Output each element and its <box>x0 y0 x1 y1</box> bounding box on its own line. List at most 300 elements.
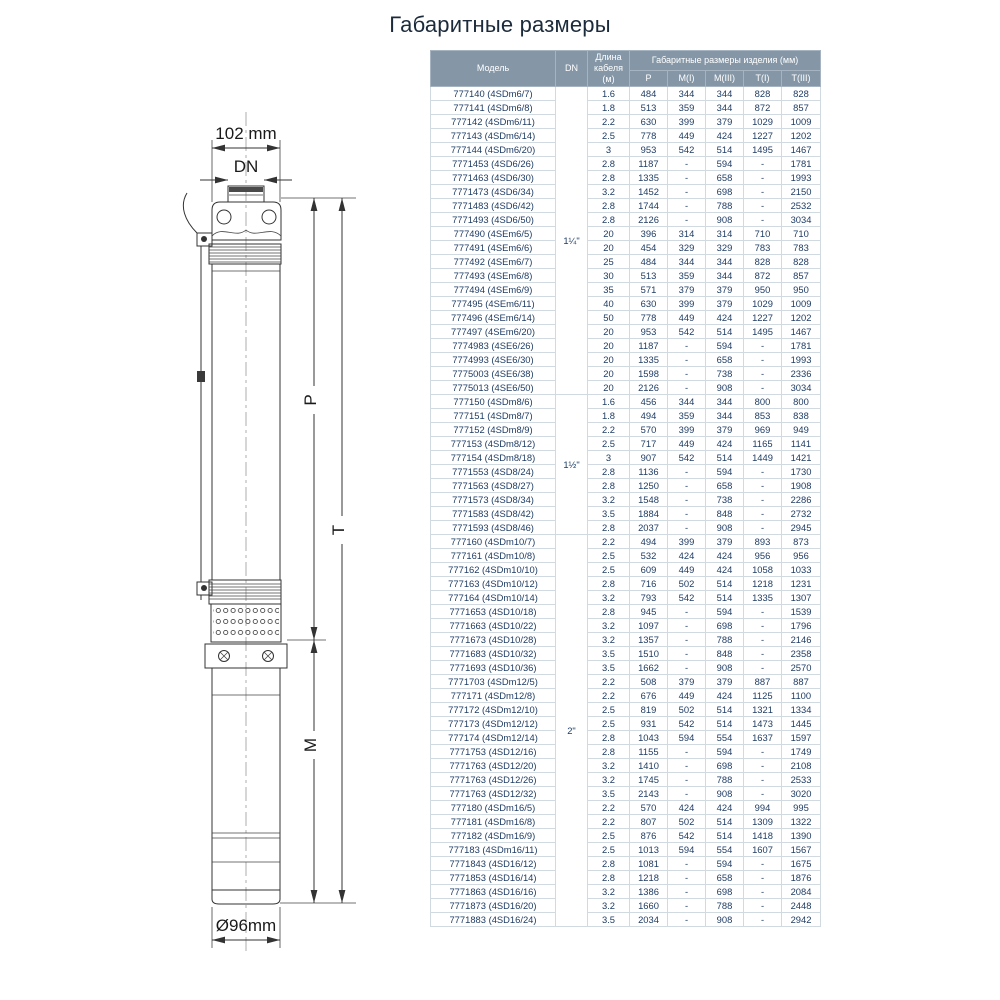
dim-t3-cell: 1033 <box>782 563 821 577</box>
dim-t3-cell: 3034 <box>782 381 821 395</box>
dim-m1-cell: - <box>668 367 706 381</box>
dim-t3-cell: 1796 <box>782 619 821 633</box>
dim-p-cell: 1452 <box>630 185 668 199</box>
dim-p-label: P <box>301 394 320 406</box>
cable-clamp-mid <box>197 371 205 382</box>
dim-m3-cell: 788 <box>706 199 744 213</box>
dim-m1-cell: 449 <box>668 689 706 703</box>
dim-m3-cell: 738 <box>706 367 744 381</box>
cable-length-cell: 2.8 <box>588 479 630 493</box>
dim-p-cell: 778 <box>630 129 668 143</box>
cable-length-cell: 2.2 <box>588 801 630 815</box>
dim-t1-cell: - <box>744 353 782 367</box>
dim-p-cell: 807 <box>630 815 668 829</box>
cable-length-cell: 3.5 <box>588 661 630 675</box>
dim-m1-cell: - <box>668 213 706 227</box>
dim-t1-cell: 1227 <box>744 311 782 325</box>
cable-length-cell: 3.2 <box>588 885 630 899</box>
dim-t3-cell: 949 <box>782 423 821 437</box>
col-header-overall-dims: Габаритные размеры изделия (мм) <box>630 51 821 71</box>
dim-m3-cell: 344 <box>706 101 744 115</box>
table-row <box>431 661 821 675</box>
dim-t3-cell: 1597 <box>782 731 821 745</box>
table-row <box>431 339 821 353</box>
dim-m1-cell: 399 <box>668 423 706 437</box>
dim-p-cell: 2037 <box>630 521 668 535</box>
table-row <box>431 675 821 689</box>
table-row <box>431 241 821 255</box>
model-cell: 777143 (4SDm6/14) <box>431 129 556 143</box>
model-cell: 777180 (4SDm16/5) <box>431 801 556 815</box>
dim-m3-cell: 514 <box>706 829 744 843</box>
dim-t3-cell: 1231 <box>782 577 821 591</box>
dim-p-cell: 630 <box>630 115 668 129</box>
table-row <box>431 227 821 241</box>
table-row <box>431 143 821 157</box>
dim-t1-cell: - <box>744 633 782 647</box>
dim-m1-cell: 502 <box>668 703 706 717</box>
dim-m1-cell: - <box>668 871 706 885</box>
dim-m3-cell: 698 <box>706 885 744 899</box>
dim-p-cell: 876 <box>630 829 668 843</box>
dim-m3-cell: 908 <box>706 213 744 227</box>
model-cell: 777160 (4SDm10/7) <box>431 535 556 549</box>
dim-m1-cell: 424 <box>668 549 706 563</box>
table-row <box>431 87 821 101</box>
table-row <box>431 157 821 171</box>
dim-t3-cell: 956 <box>782 549 821 563</box>
dim-t1-cell: 872 <box>744 101 782 115</box>
table-row <box>431 311 821 325</box>
dim-m3-cell: 424 <box>706 311 744 325</box>
dim-p-cell: 1884 <box>630 507 668 521</box>
cable-length-cell: 2.8 <box>588 521 630 535</box>
dim-t3-cell: 1009 <box>782 297 821 311</box>
model-cell: 7771573 (4SD8/34) <box>431 493 556 507</box>
table-row <box>431 647 821 661</box>
dim-t1-cell: 828 <box>744 255 782 269</box>
dim-m3-cell: 698 <box>706 619 744 633</box>
dim-t1-cell: 1125 <box>744 689 782 703</box>
dim-t1-cell: 1637 <box>744 731 782 745</box>
model-cell: 777161 (4SDm10/8) <box>431 549 556 563</box>
dn-cell: 1½" <box>556 395 588 535</box>
dim-102mm-label: 102 mm <box>215 124 277 143</box>
model-cell: 7771693 (4SD10/36) <box>431 661 556 675</box>
dim-t3-cell: 2532 <box>782 199 821 213</box>
cable-length-cell: 3.5 <box>588 913 630 927</box>
cable-length-cell: 2.8 <box>588 171 630 185</box>
dim-m3-cell: 514 <box>706 577 744 591</box>
dim-p-cell: 1660 <box>630 899 668 913</box>
dim-t1-cell: 1495 <box>744 325 782 339</box>
power-cable <box>183 193 212 600</box>
table-row <box>431 367 821 381</box>
dim-t3-cell: 1567 <box>782 843 821 857</box>
dim-m1-cell: - <box>668 353 706 367</box>
dim-m3-cell: 424 <box>706 129 744 143</box>
dim-t3-cell: 828 <box>782 255 821 269</box>
cable-length-cell: 2.2 <box>588 115 630 129</box>
cable-length-cell: 1.8 <box>588 101 630 115</box>
table-row <box>431 521 821 535</box>
table-row <box>431 423 821 437</box>
dim-t1-cell: - <box>744 619 782 633</box>
dim-t1-cell: 828 <box>744 87 782 101</box>
dim-m1-cell: 329 <box>668 241 706 255</box>
table-row <box>431 591 821 605</box>
dim-m1-cell: - <box>668 507 706 521</box>
dim-m1-cell: - <box>668 185 706 199</box>
dim-m3-cell: 344 <box>706 255 744 269</box>
dim-dn <box>200 157 292 183</box>
cable-length-cell: 2.2 <box>588 675 630 689</box>
model-cell: 7771843 (4SD16/12) <box>431 857 556 871</box>
table-row <box>431 297 821 311</box>
dim-p-cell: 484 <box>630 87 668 101</box>
dim-p-cell: 1662 <box>630 661 668 675</box>
dim-m1-cell: 399 <box>668 535 706 549</box>
cable-length-cell: 2.8 <box>588 577 630 591</box>
dim-m1-cell: - <box>668 913 706 927</box>
model-cell: 7771853 (4SD16/14) <box>431 871 556 885</box>
dim-m3-cell: 424 <box>706 563 744 577</box>
table-row <box>431 717 821 731</box>
table-row <box>431 619 821 633</box>
dim-t1-cell: 1218 <box>744 577 782 591</box>
table-row <box>431 549 821 563</box>
model-cell: 7771453 (4SD6/26) <box>431 157 556 171</box>
dim-m3-cell: 908 <box>706 787 744 801</box>
dim-m1-cell: 449 <box>668 311 706 325</box>
table-row <box>431 269 821 283</box>
dim-t3-cell: 1141 <box>782 437 821 451</box>
dim-t3-cell: 873 <box>782 535 821 549</box>
dim-t3-cell: 1539 <box>782 605 821 619</box>
dim-t1-cell: 1309 <box>744 815 782 829</box>
table-row <box>431 689 821 703</box>
dim-t1-cell: - <box>744 507 782 521</box>
dim-m3-cell: 344 <box>706 87 744 101</box>
dim-t1-cell: 783 <box>744 241 782 255</box>
dim-m3-cell: 594 <box>706 857 744 871</box>
cable-length-cell: 3 <box>588 143 630 157</box>
dim-t1-cell: 994 <box>744 801 782 815</box>
dim-m3-cell: 424 <box>706 437 744 451</box>
dim-t1-cell: - <box>744 521 782 535</box>
dim-t1-cell: 1418 <box>744 829 782 843</box>
cable-length-cell: 20 <box>588 381 630 395</box>
dimensions-table <box>430 50 821 927</box>
dim-p-cell: 494 <box>630 409 668 423</box>
col-header-t3: T(III) <box>782 71 821 87</box>
dim-t3-cell: 2146 <box>782 633 821 647</box>
cable-length-cell: 3.2 <box>588 185 630 199</box>
dim-m3-cell: 554 <box>706 731 744 745</box>
cable-length-cell: 3.2 <box>588 759 630 773</box>
cable-length-cell: 2.5 <box>588 843 630 857</box>
dim-t3-cell: 1467 <box>782 325 821 339</box>
table-body <box>431 87 821 927</box>
model-cell: 7771683 (4SD10/32) <box>431 647 556 661</box>
dim-p-cell: 570 <box>630 801 668 815</box>
dim-p-cell: 676 <box>630 689 668 703</box>
dim-t1-cell: - <box>744 213 782 227</box>
cable-length-cell: 2.5 <box>588 563 630 577</box>
dim-m3-cell: 514 <box>706 143 744 157</box>
dim-m3-cell: 514 <box>706 717 744 731</box>
dim-p-cell: 396 <box>630 227 668 241</box>
dim-m1-cell: 542 <box>668 829 706 843</box>
dim-t1-cell: 710 <box>744 227 782 241</box>
dim-t3-cell: 1307 <box>782 591 821 605</box>
dim-m3-cell: 848 <box>706 507 744 521</box>
dim-t1-cell: 1029 <box>744 297 782 311</box>
cable-length-cell: 20 <box>588 353 630 367</box>
dim-t3-cell: 2448 <box>782 899 821 913</box>
dim-p-cell: 1187 <box>630 339 668 353</box>
model-cell: 777174 (4SDm12/14) <box>431 731 556 745</box>
dim-p-cell: 1357 <box>630 633 668 647</box>
model-cell: 777151 (4SDm8/7) <box>431 409 556 423</box>
dim-m1-cell: 542 <box>668 591 706 605</box>
dim-t3-cell: 2945 <box>782 521 821 535</box>
dim-t3-cell: 1445 <box>782 717 821 731</box>
dim-t-label: T <box>329 524 348 536</box>
model-cell: 777497 (4SEm6/20) <box>431 325 556 339</box>
dim-t3-cell: 1730 <box>782 465 821 479</box>
dim-t3-cell: 1467 <box>782 143 821 157</box>
cable-length-cell: 3.2 <box>588 591 630 605</box>
table-row <box>431 171 821 185</box>
model-cell: 7771673 (4SD10/28) <box>431 633 556 647</box>
dim-m3-cell: 514 <box>706 815 744 829</box>
model-cell: 777493 (4SEm6/8) <box>431 269 556 283</box>
model-cell: 777173 (4SDm12/12) <box>431 717 556 731</box>
cable-length-cell: 3.5 <box>588 507 630 521</box>
dim-t3-cell: 2942 <box>782 913 821 927</box>
dim-m1-cell: - <box>668 381 706 395</box>
table-row <box>431 325 821 339</box>
dim-p-cell: 717 <box>630 437 668 451</box>
table-row <box>431 745 821 759</box>
cable-length-cell: 3.5 <box>588 787 630 801</box>
dim-m1-cell: 424 <box>668 801 706 815</box>
dim-m1-cell: 594 <box>668 731 706 745</box>
dim-t3-cell: 1202 <box>782 311 821 325</box>
dim-m3-cell: 379 <box>706 297 744 311</box>
col-header-p: P <box>630 71 668 87</box>
dim-t1-cell: 1449 <box>744 451 782 465</box>
intake-screen <box>211 604 281 642</box>
dim-m3-cell: 379 <box>706 423 744 437</box>
table-row <box>431 129 821 143</box>
dim-m1-cell: 379 <box>668 283 706 297</box>
table-row <box>431 703 821 717</box>
dim-p-cell: 1043 <box>630 731 668 745</box>
dim-m3-cell: 514 <box>706 451 744 465</box>
dim-t1-cell: 1227 <box>744 129 782 143</box>
col-header-dn: DN <box>556 51 588 87</box>
table-row <box>431 353 821 367</box>
dim-m3-cell: 848 <box>706 647 744 661</box>
dim-t3-cell: 2732 <box>782 507 821 521</box>
model-cell: 7775013 (4SE6/50) <box>431 381 556 395</box>
dim-diameter-label: Ø96mm <box>215 916 277 935</box>
dim-p-cell: 2034 <box>630 913 668 927</box>
dim-t1-cell: 969 <box>744 423 782 437</box>
dim-m3-cell: 594 <box>706 465 744 479</box>
table-row <box>431 115 821 129</box>
table-row <box>431 787 821 801</box>
dim-m3-cell: 594 <box>706 605 744 619</box>
model-cell: 777496 (4SEm6/14) <box>431 311 556 325</box>
table-row <box>431 493 821 507</box>
dim-t1-cell: - <box>744 787 782 801</box>
dim-t3-cell: 1993 <box>782 353 821 367</box>
dim-t3-cell: 3020 <box>782 787 821 801</box>
dim-p-cell: 819 <box>630 703 668 717</box>
dim-m1-cell: 449 <box>668 129 706 143</box>
table-row <box>431 381 821 395</box>
cable-length-cell: 2.2 <box>588 423 630 437</box>
table-row <box>431 213 821 227</box>
dim-m3-cell: 788 <box>706 633 744 647</box>
dim-t1-cell: - <box>744 661 782 675</box>
dim-m1-cell: - <box>668 745 706 759</box>
model-cell: 777152 (4SDm8/9) <box>431 423 556 437</box>
dim-p-cell: 513 <box>630 101 668 115</box>
dim-m3-cell: 908 <box>706 381 744 395</box>
dim-m1-cell: - <box>668 605 706 619</box>
dim-t3-cell: 1993 <box>782 171 821 185</box>
dim-m1-cell: 542 <box>668 717 706 731</box>
table-row <box>431 899 821 913</box>
dim-m1-cell: - <box>668 759 706 773</box>
dim-p-cell: 570 <box>630 423 668 437</box>
model-cell: 7771473 (4SD6/34) <box>431 185 556 199</box>
dim-t3-cell: 857 <box>782 101 821 115</box>
cable-length-cell: 2.5 <box>588 703 630 717</box>
dim-m3-cell: 379 <box>706 115 744 129</box>
model-cell: 7771553 (4SD8/24) <box>431 465 556 479</box>
dim-p-cell: 1335 <box>630 353 668 367</box>
model-cell: 7771763 (4SD12/32) <box>431 787 556 801</box>
dim-p-cell: 1598 <box>630 367 668 381</box>
table-row <box>431 885 821 899</box>
table-row <box>431 605 821 619</box>
table-row <box>431 437 821 451</box>
dim-t1-cell: - <box>744 171 782 185</box>
dim-p-cell: 945 <box>630 605 668 619</box>
dim-m3-cell: 424 <box>706 689 744 703</box>
dim-t3-cell: 887 <box>782 675 821 689</box>
model-cell: 7771763 (4SD12/26) <box>431 773 556 787</box>
dim-m3-cell: 379 <box>706 535 744 549</box>
cable-length-cell: 2.5 <box>588 717 630 731</box>
table-row <box>431 913 821 927</box>
dim-m1-cell: - <box>668 647 706 661</box>
dim-m1-cell: 399 <box>668 297 706 311</box>
table-row <box>431 633 821 647</box>
dim-t3-cell: 857 <box>782 269 821 283</box>
dim-m3-cell: 698 <box>706 759 744 773</box>
dim-t1-cell: 853 <box>744 409 782 423</box>
model-cell: 777150 (4SDm8/6) <box>431 395 556 409</box>
dim-m1-cell: 502 <box>668 815 706 829</box>
dim-t1-cell: - <box>744 647 782 661</box>
dim-p-cell: 1081 <box>630 857 668 871</box>
dim-t3-cell: 1390 <box>782 829 821 843</box>
model-cell: 777164 (4SDm10/14) <box>431 591 556 605</box>
dim-t1-cell: - <box>744 773 782 787</box>
dim-t1-cell: 872 <box>744 269 782 283</box>
model-cell: 777162 (4SDm10/10) <box>431 563 556 577</box>
table-header <box>431 51 821 87</box>
model-cell: 7775003 (4SE6/38) <box>431 367 556 381</box>
cable-length-cell: 2.8 <box>588 213 630 227</box>
dim-p-cell: 532 <box>630 549 668 563</box>
table-row <box>431 577 821 591</box>
table-row <box>431 829 821 843</box>
dim-m1-cell: - <box>668 773 706 787</box>
model-cell: 7771883 (4SD16/24) <box>431 913 556 927</box>
model-cell: 777142 (4SDm6/11) <box>431 115 556 129</box>
dim-p-cell: 953 <box>630 143 668 157</box>
cable-length-cell: 2.8 <box>588 857 630 871</box>
cable-length-cell: 3.2 <box>588 633 630 647</box>
dim-t3-cell: 710 <box>782 227 821 241</box>
dim-m1-cell: 502 <box>668 577 706 591</box>
dim-m1-cell: - <box>668 633 706 647</box>
pump-dimensional-drawing <box>0 0 430 1000</box>
dim-t3-cell: 3034 <box>782 213 821 227</box>
model-cell: 777492 (4SEm6/7) <box>431 255 556 269</box>
dim-t3-cell: 838 <box>782 409 821 423</box>
dim-t3-cell: 2150 <box>782 185 821 199</box>
dim-m3-cell: 698 <box>706 185 744 199</box>
table-row <box>431 815 821 829</box>
dim-m3-cell: 738 <box>706 493 744 507</box>
dim-t3-cell: 828 <box>782 87 821 101</box>
dim-t3-cell: 2533 <box>782 773 821 787</box>
dim-p-cell: 953 <box>630 325 668 339</box>
dim-t3-cell: 2358 <box>782 647 821 661</box>
dim-m3-cell: 658 <box>706 171 744 185</box>
dim-t3-cell: 950 <box>782 283 821 297</box>
cable-length-cell: 2.8 <box>588 465 630 479</box>
dim-m1-cell: - <box>668 661 706 675</box>
dim-p-cell: 2126 <box>630 381 668 395</box>
dim-t1-cell: - <box>744 479 782 493</box>
model-cell: 777171 (4SDm12/8) <box>431 689 556 703</box>
model-cell: 7774983 (4SE6/26) <box>431 339 556 353</box>
dim-t1-cell: 950 <box>744 283 782 297</box>
dim-p-cell: 716 <box>630 577 668 591</box>
dim-m3-cell: 554 <box>706 843 744 857</box>
dim-t3-cell: 1334 <box>782 703 821 717</box>
dim-t1-cell: - <box>744 199 782 213</box>
dim-t1-cell: - <box>744 913 782 927</box>
dim-m3-cell: 594 <box>706 339 744 353</box>
cable-length-cell: 20 <box>588 325 630 339</box>
model-cell: 777182 (4SDm16/9) <box>431 829 556 843</box>
dim-p-cell: 630 <box>630 297 668 311</box>
dim-m3-cell: 344 <box>706 409 744 423</box>
dim-t3-cell: 1322 <box>782 815 821 829</box>
dn-cell: 2" <box>556 535 588 927</box>
dim-t1-cell: - <box>744 899 782 913</box>
